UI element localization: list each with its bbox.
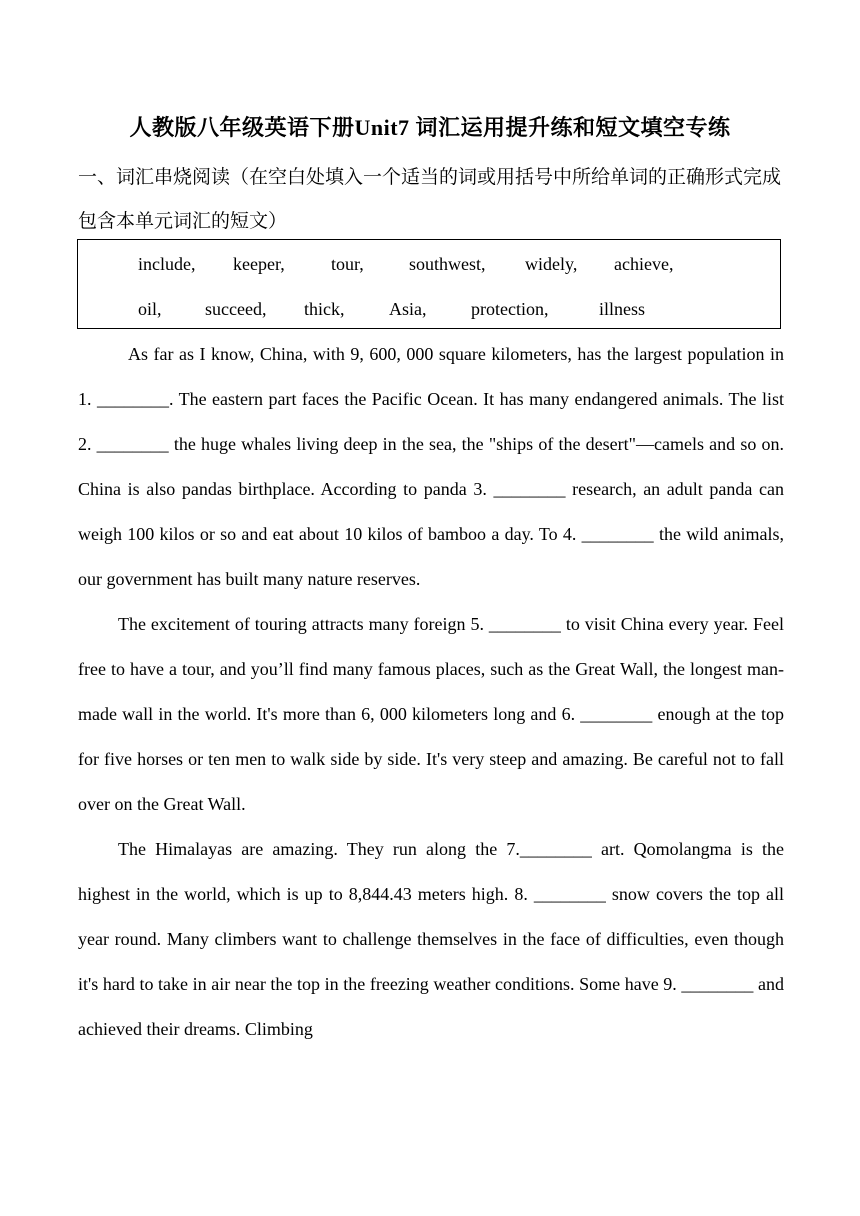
word-bank-item: protection, [471,299,549,319]
word-bank-item: widely, [525,254,578,274]
section-heading: 一、词汇串烧阅读（在空白处填入一个适当的词或用括号中所给单词的正确形式完成包含本单元词汇的短文） [78,167,782,232]
passage-paragraph: As far as I know, China, with 9, 600, 000 square kilometers, has the largest population in 1. ________. The eastern part faces the Pacific Ocean. It has many endangered animals. The list 2. ________ the huge whales living deep in the sea, the "ships of the desert"—camels and so on. China is also pandas birthplace. According to panda 3. ________ research, an adult panda can weigh 100 kilos or so and eat about 10 kilos of bamboo a day. To 4. ________ the wild animals, our government has built many nature reserves. [78,344,784,589]
word-bank-item: southwest, [409,254,486,274]
word-bank-item: achieve, [614,254,674,274]
word-bank-item: succeed, [205,299,267,319]
passage-paragraph: The excitement of touring attracts many foreign 5. ________ to visit China every year. Feel free to have a tour, and you’ll find many famous places, such as the Great Wall, the longest man-made wall in the world. It's more than 6, 000 kilometers long and 6. ________ enough at the top for five horses or ten men to walk side by side. It's very steep and amazing. Be careful not to fall over on the Great Wall. [78,614,784,814]
reading-passage [78,332,784,1052]
word-bank-item: tour, [331,254,364,274]
word-bank-item: keeper, [233,254,285,274]
word-bank-item: illness [599,299,646,319]
passage-paragraph: The Himalayas are amazing. They run along the 7.________ art. Qomolangma is the highest in the world, which is up to 8,844.43 meters high. 8. ________ snow covers the top all year round. Many climbers want to challenge themselves in the face of difficulties, even though it's hard to take in air near the top in the freezing weather conditions. Some have 9. ________ and achieved their dreams. Climbing [78,839,784,1039]
word-bank-box [77,239,781,329]
word-bank-item: include, [138,254,196,274]
word-bank-item: oil, [138,299,162,319]
document-title: 人教版八年级英语下册Unit7 词汇运用提升练和短文填空专练 [129,115,731,140]
word-bank-item: thick, [304,299,345,319]
word-bank-item: Asia, [389,299,427,319]
